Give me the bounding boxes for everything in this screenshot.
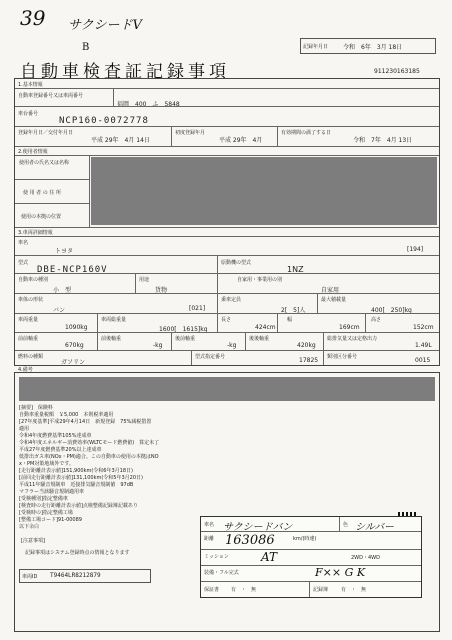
sticker-equipment-label: 装備・フル完式 xyxy=(204,570,239,576)
remarks-line: 平成27年度燃費基準20%以上達成車 xyxy=(19,447,102,453)
front-front-axle-label: 前前軸重 xyxy=(18,336,39,342)
chassis-value: NCP160-0072778 xyxy=(59,116,149,126)
document-title: 自動車検査証記録事項 xyxy=(20,62,230,82)
record-date-box xyxy=(300,38,436,54)
car-id-box xyxy=(19,569,151,583)
sticker-mileage-unit: km/(時速) xyxy=(293,536,317,542)
remarks-line: [受検種別]指定整備車 xyxy=(19,496,68,502)
chassis-label: 車台番号 xyxy=(18,111,39,117)
maker-label: 車名 xyxy=(18,240,29,246)
notes-text: 記録事項はシステム登録時点の情報となります xyxy=(25,550,130,556)
kind-value: 小 型 xyxy=(53,287,72,294)
rear-rear-axle-value: 420kg xyxy=(297,342,316,349)
capacity-value: 2[ 5]人 xyxy=(281,307,306,314)
rear-front-axle-label: 後前軸重 xyxy=(175,336,196,342)
remarks-line: [27年度基準]平成29年4月14日 新規登録 75%減税措置 xyxy=(19,419,152,425)
base-location-label: 使用の本拠の位置 xyxy=(21,214,62,220)
car-id-label: 車両ID xyxy=(22,574,38,580)
remarks-list xyxy=(19,405,279,531)
sticker-equipment-value: F×× G K xyxy=(315,566,366,579)
kind-label: 自動車の種別 xyxy=(18,277,49,283)
maker-code: [194] xyxy=(407,246,424,253)
expiry-label: 有効期間の満了する日 xyxy=(281,130,332,136)
remarks-line: 低排出ガス車(NOx・PM)適合。この自動車の使用の本拠はNO xyxy=(19,454,159,460)
sticker-mission-value: AT xyxy=(261,550,278,564)
displacement-value: 1.49L xyxy=(415,342,432,349)
sticker-mileage-value: 163086 xyxy=(225,533,275,548)
record-date-label: 記録年月日 xyxy=(303,44,329,50)
section-vehicle: 3.車両詳細情報 xyxy=(18,230,53,236)
sticker-drive-value: 2WD・4WD xyxy=(351,555,380,561)
sticker-color-label: 色 xyxy=(343,522,349,528)
engine-label: 原動機の型式 xyxy=(221,260,252,266)
car-id-value: T9464LR8212879 xyxy=(50,572,101,579)
gross-label: 車両総重量 xyxy=(101,317,127,323)
remarks-line: x・PM対策地域外です。 xyxy=(19,461,74,467)
length-label: 長さ xyxy=(221,317,232,323)
body-value: バン xyxy=(53,307,66,314)
record-table xyxy=(14,78,440,366)
model-label: 型式 xyxy=(18,260,29,266)
displacement-label: 総排気量又は定格出力 xyxy=(327,336,378,342)
record-date-value: 令和 6年 3月 18日 xyxy=(343,44,403,51)
sticker-mission-label: ミッション xyxy=(204,554,229,560)
notes-label: [注意事項] xyxy=(21,538,45,544)
capacity-label: 乗車定員 xyxy=(221,297,242,303)
private-label: 自家用・事業用の別 xyxy=(237,277,283,283)
class-number-value: 0015 xyxy=(415,357,431,364)
max-load-value: 400[ 250]kg xyxy=(371,307,412,314)
max-load-label: 最大積載量 xyxy=(321,297,347,303)
sticker-insurance-value: 有 ・ 無 xyxy=(231,587,257,593)
remarks-line: マフラー当該騒音規制適用車 xyxy=(19,489,85,495)
weight-value: 1090kg xyxy=(65,324,88,331)
sticker-record-label: 記録簿 xyxy=(313,587,329,593)
sticker-name-value: サクシードバン xyxy=(223,522,293,533)
remarks-line: [受検時の]指定整備工場 xyxy=(19,510,73,516)
vehicle-sticker xyxy=(200,516,422,598)
reg-value: 福岡 400 ふ 5848 xyxy=(117,101,180,108)
serial-number: 911230163185 xyxy=(374,68,420,75)
reg-label: 自動車登録番号又は車両番号 xyxy=(18,93,84,99)
remarks-line: 令和4年度燃費基準105%達成車 xyxy=(19,433,92,439)
first-inspection-label: 初度登録年月 xyxy=(175,130,206,136)
height-value: 152cm xyxy=(413,324,434,331)
sticker-mileage-label: 距離 xyxy=(204,536,215,542)
maker-value: トヨタ xyxy=(55,248,74,255)
handwritten-name: サクシードV xyxy=(68,18,142,33)
body-code: [021] xyxy=(189,305,206,312)
private-value: 自家用 xyxy=(321,287,340,294)
first-inspection-value: 平成 29年 4月 xyxy=(219,137,263,144)
type-number-value: 17825 xyxy=(299,357,319,364)
remarks-line: 令和4年度エネルギー消費効率(WLTCモード燃費値) 算定未了 xyxy=(19,440,160,446)
sticker-insurance-label: 保証書 xyxy=(204,587,220,593)
width-label: 幅 xyxy=(287,317,293,323)
type-number-label: 型式指定番号 xyxy=(195,354,226,360)
remarks-redaction xyxy=(19,377,435,401)
engine-value: 1NZ xyxy=(287,265,304,274)
front-front-axle-value: 670kg xyxy=(65,342,84,349)
rear-front-axle-value: -kg xyxy=(227,342,237,349)
remarks-line: [検査時の走行距離計表示値]点検整備記録簿記載あり xyxy=(19,503,138,509)
model-value: DBE-NCP160V xyxy=(37,265,108,275)
remarks-line: 適用 xyxy=(19,426,30,432)
remarks-line: [摘要] 保険料 xyxy=(19,405,53,411)
front-rear-axle-value: -kg xyxy=(153,342,163,349)
section-remarks: 4.備考 xyxy=(18,367,33,373)
weight-label: 車両重量 xyxy=(18,317,39,323)
body-label: 車体の形状 xyxy=(18,297,44,303)
user-address-label: 使 用 者 の 住 所 xyxy=(23,190,61,196)
remarks-line: [走行距離計表示値]151,900km(令和6年3月18日) xyxy=(19,468,133,474)
first-reg-label: 登録年月日／交付年月日 xyxy=(18,130,74,136)
height-label: 高さ xyxy=(371,317,382,323)
rear-rear-axle-label: 後後軸重 xyxy=(249,336,270,342)
first-reg-value: 平成 29年 4月 14日 xyxy=(91,137,150,144)
class-number-label: 類別区分番号 xyxy=(327,354,358,360)
section-user: 2.使用者情報 xyxy=(18,149,48,155)
remarks-line: [前回走行距離計表示値]131,100km(令和5年3月20日) xyxy=(19,475,143,481)
sticker-name-label: 車名 xyxy=(204,522,215,528)
handwritten-number: 39 xyxy=(20,6,46,30)
remarks-line: [整備工場コード]91-00089 xyxy=(19,517,82,523)
sticker-record-value: 有 ・ 無 xyxy=(341,587,367,593)
handwritten-mark: B xyxy=(82,42,90,53)
user-name-label: 使用者の氏名又は名称 xyxy=(19,160,70,166)
expiry-value: 令和 7年 4月 13日 xyxy=(353,137,413,144)
use-label: 用途 xyxy=(139,277,150,283)
fuel-value: ガソリン xyxy=(61,359,86,366)
section-basic: 1.基本情報 xyxy=(18,82,43,88)
fuel-label: 燃料の種類 xyxy=(18,354,44,360)
remarks-line: 以下余白 xyxy=(19,524,40,530)
user-name-redaction xyxy=(91,157,437,225)
use-value: 貨物 xyxy=(155,287,168,294)
front-rear-axle-label: 前後軸重 xyxy=(101,336,122,342)
sticker-color-value: シルバー xyxy=(355,522,395,533)
remarks-line: 自動車重量税額 ￥5,000 本則税率適用 xyxy=(19,412,114,418)
remarks-line: 平成11年騒音規制車 近接排気騒音規制値 97dB xyxy=(19,482,134,488)
width-value: 169cm xyxy=(339,324,360,331)
gross-value: 1600[ 1615]kg xyxy=(159,326,208,333)
length-value: 424cm xyxy=(255,324,276,331)
